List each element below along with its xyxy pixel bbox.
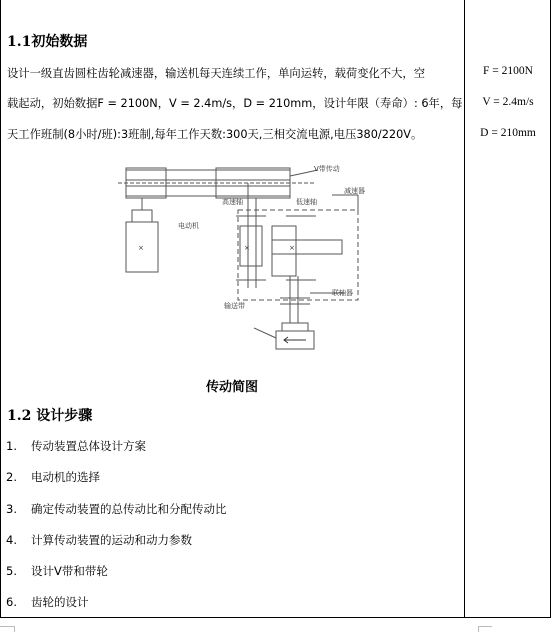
section-heading-initial-data: 1.1初始数据: [7, 34, 88, 50]
section-heading-design-steps: 1.2 设计步骤: [7, 408, 93, 424]
label-low-speed-shaft: 低速轴: [296, 198, 317, 206]
list-item: 6. 齿轮的设计: [6, 595, 89, 609]
table-border-bottom: [0, 617, 551, 618]
list-item: 2. 电动机的选择: [6, 470, 100, 484]
paragraph-line: 天工作班制(8小时/班):3班制,每年工作天数:300天,三相交流电源,电压380/220V。: [7, 128, 423, 141]
table-border-left: [0, 0, 1, 618]
label-conveyor-belt: 输送带: [224, 302, 245, 310]
svg-text:×: ×: [138, 244, 144, 252]
page-corner-mark: [0, 626, 14, 627]
transmission-diagram: [100, 158, 460, 358]
v-belt-top: [126, 170, 290, 180]
page-corner-mark: [478, 626, 479, 632]
page-corner-mark: [478, 626, 492, 627]
paragraph-line: 设计一级直齿圆柱齿轮减速器，输送机每天连续工作，单向运转，载荷变化不大，空: [7, 67, 425, 80]
label-v-belt: V带传动: [314, 165, 340, 173]
table-column-divider: [464, 0, 465, 618]
label-coupling: 联轴器: [332, 289, 353, 297]
paragraph-line: 载起动，初始数据F = 2100N，V = 2.4m/s，D = 210mm，设计年限（寿命）: 6年，每: [7, 97, 463, 110]
v-belt-bottom: [126, 186, 290, 196]
side-value-velocity: V = 2.4m/s: [482, 96, 534, 108]
label-reducer: 减速器: [344, 187, 365, 195]
svg-text:×: ×: [244, 244, 250, 252]
list-item: 5. 设计V带和带轮: [6, 564, 108, 578]
list-item: 4. 计算传动装置的运动和动力参数: [6, 533, 192, 547]
svg-text:×: ×: [289, 244, 295, 252]
diagram-caption: 传动简图: [205, 380, 258, 395]
label-high-speed-shaft: 高速轴: [222, 198, 243, 206]
side-value-force: F = 2100N: [483, 65, 533, 77]
label-motor: 电动机: [178, 222, 199, 230]
side-value-diameter: D = 210mm: [480, 127, 536, 139]
page-corner-mark: [14, 626, 15, 632]
list-item: 1. 传动装置总体设计方案: [6, 439, 146, 453]
list-item: 3. 确定传动装置的总传动比和分配传动比: [6, 502, 227, 516]
